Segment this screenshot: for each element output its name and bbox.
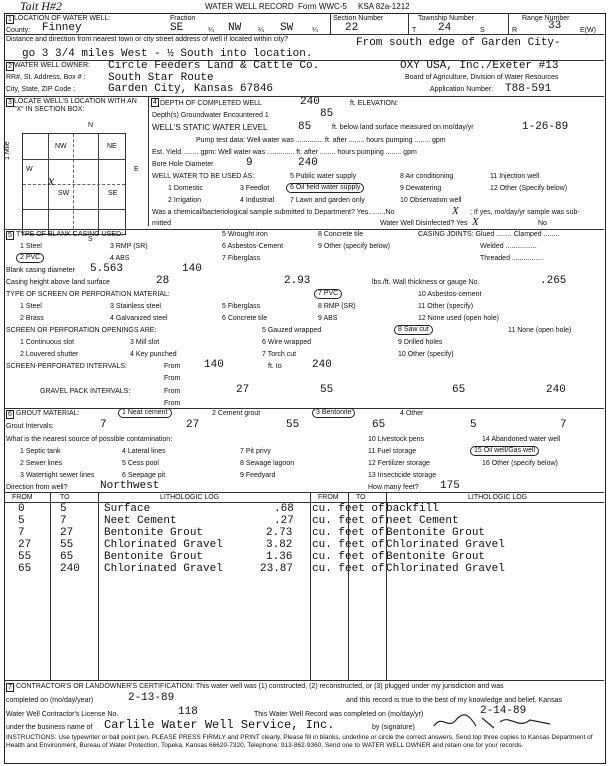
screen-4: 4 Galvanized steel [110,315,168,322]
contam-4: 4 Lateral lines [122,448,166,455]
perf-from-label-2: From [164,375,181,382]
gravel-1-from: 27 [236,384,250,396]
contam-3: 3 Watertight sewer lines [20,472,95,479]
contam-5: 5 Cess pool [122,460,159,467]
static-value: 85 [298,121,312,133]
log-desc: Neet Cement [104,515,177,527]
fraction-3: SW [280,22,294,34]
bore-value: 9 [246,157,253,169]
static-date: 1-26-89 [522,121,569,133]
grout-1-circled: 1 Neat cement [118,408,172,418]
log-desc: Chlorinated Gravel [104,563,223,575]
grout-label: GROUT MATERIAL: [16,410,80,417]
grout-3-from: 5 [470,419,477,431]
application-label: Application Number: [430,86,494,93]
location-label: LOCATION OF WATER WELL: [14,15,111,22]
groundwater-value: 85 [320,108,334,120]
contam-13: 13 Insecticide storage [368,472,437,479]
mile-label: 1 Mile [4,141,11,160]
casing-8: 8 Concrete tile [318,231,364,238]
casing-welded: Welded ................ [480,243,537,250]
section-7-number: 7 [8,684,12,691]
range-prefix: R [512,27,518,34]
completed-label: completed on (mo/day/year) [6,697,94,704]
fraction-label: Fraction [170,15,196,22]
application-value: T88-591 [505,83,552,95]
casing-7: 7 Fiberglass [222,255,261,262]
bore-to: 240 [298,157,318,169]
screen-1: 1 Steel [20,303,42,310]
use-4: 4 Industrial [240,197,275,204]
log-desc-2: neet Cement [386,515,459,527]
log-desc: Bentonite Grout [104,527,204,539]
section-number: 22 [345,22,359,34]
signature-label: by (signature) [372,724,415,731]
township-value: 24 [438,22,452,34]
direction-label: Distance and direction from nearest town or city street address of well if located within city? [6,36,289,43]
open-8-circled: 8 Saw cut [394,325,433,335]
instructions: INSTRUCTIONS: Use typewriter or ball point pen. PLEASE PRESS FIRMLY and PRINT clearly. Please fill in blanks, underline or circle the correct answers. Send top three copies to Kansas Department of Health and Environment, Bureau of Water Protection, Topeka, Kansas 66620-7320, Telephone: 913-862-9360. Send one to WATER WELL OWNER and retain one for your records. [6,734,593,749]
true-text: and this record is true to the best of my knowledge and belief. Kansas [346,697,562,704]
screen-7-circled: 7 PVC [314,289,342,299]
contam-10: 10 Livestock pens [368,436,425,443]
direction-from-well: Northwest [100,480,160,492]
open-7: 7 Torch cut [262,351,297,358]
bore-label: Bore Hole Diameter [152,161,214,168]
use-1: 1 Domestic [168,185,204,192]
log-row [4,503,604,515]
use-label: WELL WATER TO BE USED AS: [152,173,255,180]
bact-question-2: ; If yes, mo/day/yr sample was sub- [470,209,580,216]
log-volume: 23.87 [260,563,294,575]
log-row [4,515,604,527]
well-location-mark: x [48,174,55,189]
gravel-from-label: From [164,388,181,395]
use-3: 3 Feedlot [240,185,270,192]
log-unit: cu. feet of [312,539,385,551]
screen-3: 3 Stainless steel [110,303,161,310]
log-from-header-2: FROM [318,494,339,501]
perf-from: 140 [204,359,224,371]
grout-1-from: 7 [100,419,107,431]
log-from: 27 [18,539,32,551]
completed-date: 2-13-89 [128,692,175,704]
log-volume: 2.73 [266,527,293,539]
quarter-3: ¼ [312,27,318,34]
quarter-2: ¼ [258,27,264,34]
screen-9: 9 ABS [318,315,338,322]
grout-2: 2 Cement grout [212,410,261,417]
grout-3-to: 7 [560,419,567,431]
perf-label: SCREEN-PERFORATED INTERVALS: [6,363,127,370]
diameter-label: Blank casing diameter [6,267,75,274]
range-value: 33 [548,20,562,32]
contam-9: 9 Feedyard [240,472,276,479]
contam-14: 14 Abandoned water well [482,436,561,443]
form-title: WATER WELL RECORD [205,2,294,11]
business-label: under the business name of [6,724,93,731]
open-9: 9 Drilled holes [398,339,443,346]
section-6-number: 6 [8,411,12,418]
log-to: 5 [60,503,67,515]
log-row [4,551,604,563]
contam-1: 1 Septic tank [20,448,61,455]
casing-threaded: Threaded ................ [480,255,544,262]
board-text: Board of Agriculture, Division of Water Resources [405,74,559,81]
contam-6: 6 Seepage pit [122,472,166,479]
gravel-2-to: 240 [546,384,566,396]
casing-joints: CASING JOINTS: Glued ........ Clamped ........ [418,231,560,238]
range-ew: E(W) [580,27,596,34]
contam-7: 7 Pit privy [240,448,271,455]
log-volume: 1.36 [266,551,293,563]
screen-12: 12 None used (open hole) [418,315,499,322]
certification-text: CONTRACTOR'S OR LANDOWNER'S CERTIFICATION: This water well was (1) constructed, (2) reconstructed, or (3) plugged under my jurisdiction and was [16,683,504,690]
casing-1: 1 Steel [20,243,42,250]
direction-from-well-label: Direction from well? [6,484,68,491]
screen-11: 11 Other (specify) [418,303,474,310]
log-to: 240 [60,563,80,575]
bact-x: X [452,205,459,217]
use-8: 8 Air conditioning [400,173,454,180]
thickness-value: .265 [540,275,567,287]
record-completed-date: 2-14-89 [480,705,527,717]
grid-se: SE [108,190,118,197]
log-desc: Bentonite Grout [104,551,204,563]
elevation-label: ft. ELEVATION: [350,100,398,107]
log-to: 27 [60,527,74,539]
static-rest: ft. below land surface measured on mo/day/yr [332,124,474,131]
casing-5: 5 Wrought iron [222,231,268,238]
perf-from-label: From [164,363,181,370]
grid-ne: NE [107,143,117,150]
log-from: 7 [18,527,25,539]
perf-to: 240 [312,359,332,371]
screen-6: 6 Concrete tile [222,315,268,322]
log-unit: cu. feet of [312,551,385,563]
address-value: South Star Route [108,72,214,84]
log-row [4,563,604,575]
depth-label: DEPTH OF COMPLETED WELL [160,100,262,107]
range-label: Range Number [522,15,570,22]
casing-9: 9 Other (specify below) [318,243,390,250]
township-prefix: T [412,27,417,34]
use-9: 9 Dewatering [400,185,442,192]
owner-label: WATER WELL OWNER: [14,62,90,69]
open-6: 6 Wire wrapped [262,339,312,346]
contam-15-circled: 15 Oil well/Gas well [470,446,539,456]
pump-test: Pump test data: Well water was .............. ft. after ........ hours pumping ........ gpm [196,137,446,144]
open-1: 1 Continuous slot [20,339,75,346]
section-number-label: Section Number [333,15,384,22]
owner-value: Circle Feeders Land & Cattle Co. [108,60,320,72]
direction-line-1: From south edge of Garden City- [356,37,561,49]
gravel-2-from: 65 [452,384,466,396]
est-yield: Est. Yield ........ gpm: Well water was .............. ft. after ........ hours pumping ........ gpm [152,149,417,156]
weight-value: 2.93 [284,275,311,287]
static-label: WELL'S STATIC WATER LEVEL [152,123,268,132]
grout-1-to: 27 [186,419,200,431]
log-to: 7 [60,515,67,527]
use-7: 7 Lawn and garden only [290,197,365,204]
section-4-number: 4 [153,99,157,106]
use-5: 5 Public water supply [290,173,357,180]
section-2-number: 2 [8,63,12,70]
contam-16: 16 Other (specify below) [482,460,558,467]
business-name: Carlile Water Well Service, Inc. [104,718,335,732]
grid-south: S [88,236,93,243]
height-label: Casing height above land surface [6,279,110,286]
grid-west: W [26,166,33,173]
contam-2: 2 Sewer lines [20,460,63,467]
how-many-feet: 175 [440,480,460,492]
ksa-number: KSA 82a-1212 [358,2,410,11]
quarter-1: ¼ [208,27,214,34]
address-label: RR#, St. Address, Box # : [6,74,86,81]
log-volume: 3.82 [266,539,293,551]
screen-10: 10 Asbestos-cement [418,291,482,298]
contam-12: 12 Fertilizer storage [368,460,430,467]
open-3: 3 Mill slot [130,339,160,346]
screen-2: 2 Brass [20,315,44,322]
depth-value: 240 [300,96,320,108]
gravel-label: GRAVEL PACK INTERVALS: [40,388,131,395]
log-from-header: FROM [12,494,33,501]
fraction-2: NW [228,22,242,34]
log-desc-2: Bentonite Grout [386,551,486,563]
exeter-value: OXY USA, Inc./Exeter #13 [400,60,559,72]
log-to: 65 [60,551,74,563]
use-11: 11 Injection well [490,173,540,180]
log-desc-2: backfill [386,503,439,515]
casing-4: 4 ABS [110,255,130,262]
thickness-label: lbs./ft. Wall thickness or gauge No. [372,279,480,286]
county-label: County: [6,27,31,34]
grout-2-from: 55 [286,419,300,431]
disinfected-label: Water Well Disinfected? Yes [380,220,468,227]
log-unit: cu. feet of [312,515,385,527]
use-6-circled: 6 Oil field water supply [286,183,364,193]
city-value: Garden City, Kansas 67846 [108,83,274,95]
openings-label: SCREEN OR PERFORATION OPENINGS ARE: [6,327,157,334]
casing-2-circled: 2 PVC [16,253,44,263]
log-litho-header: LITHOLOGIC LOG [160,494,220,501]
township-suffix: S [480,27,485,34]
mitted: mitted [152,220,172,227]
grout-2-to: 65 [372,419,386,431]
log-desc-2: Chlorinated Gravel [386,539,505,551]
open-4: 4 Key punched [130,351,177,358]
section-3-number: 3 [8,99,12,106]
use-12: 12 Other (Specify below) [490,185,568,192]
grout-intervals-label: Grout Intervals: [6,423,54,430]
section-1-number: 1 [8,16,12,23]
log-volume: .27 [274,515,294,527]
log-from: 65 [18,563,32,575]
disinfected-x: X [472,216,479,228]
grid-sw: SW [58,190,70,197]
contamination-label: What is the nearest source of possible contamination: [6,436,173,443]
log-unit: cu. feet of [312,503,385,515]
log-to: 55 [60,539,74,551]
grout-3-circled: 3 Bentonite [312,408,355,418]
license-label: Water Well Contractor's License No. [6,711,119,718]
casing-label: TYPE OF BLANK CASING USED: [16,231,123,238]
grout-4: 4 Other [400,410,424,417]
form-number: Form WWC-5 [298,2,347,11]
screen-8: 8 RMP (SR) [318,303,356,310]
screen-label: TYPE OF SCREEN OR PERFORATION MATERIAL: [6,291,170,298]
open-2: 2 Louvered shutter [20,351,79,358]
groundwater-label: Depth(s) Groundwater Encountered 1 [152,112,269,119]
license-number: 118 [178,706,198,718]
disinfected-no: No [538,220,547,227]
direction-line-2: go 3 3/4 miles West - ½ South into location. [22,48,313,60]
gravel-from-label-2: From [164,400,181,407]
open-10: 10 Other (specify) [398,351,454,358]
grid-nw: NW [55,143,67,150]
use-2: 2 Irrigation [168,197,202,204]
open-11: 11 None (open hole) [508,327,572,334]
casing-6: 6 Asbestos-Cement [222,243,284,250]
city-label: City, State, ZIP Code : [6,86,75,93]
log-from: 55 [18,551,32,563]
log-desc-2: Bentonite Grout [386,527,486,539]
log-litho-header-2: LITHOLOGIC LOG [468,494,528,501]
open-5: 5 Gauzed wrapped [262,327,322,334]
casing-3: 3 RMP (SR) [110,243,148,250]
township-label: Township Number [418,15,475,22]
log-desc-2: Chlorinated Gravel [386,563,505,575]
signature-scribble [430,712,560,732]
log-to-header: TO [60,494,70,501]
county-value: Finney [42,22,82,34]
log-desc: Surface [104,503,151,515]
log-unit: cu. feet of [312,527,385,539]
log-volume: .68 [274,503,294,515]
fraction-1: SE [170,22,184,34]
gravel-1-to: 55 [320,384,334,396]
contam-8: 8 Sewage lagoon [240,460,295,467]
log-row [4,539,604,551]
record-completed-label: This Water Well Record was completed on (mo/day/yr) [254,711,424,718]
bact-question: Was a chemical/bacteriological sample submitted to Department? Yes.........No [152,209,395,216]
diameter-value: 5.563 [90,263,124,275]
log-unit: cu. feet of [312,563,385,575]
log-from: 5 [18,515,25,527]
log-desc: Chlorinated Gravel [104,539,223,551]
height-value: 28 [156,275,170,287]
handwritten-title: Tait H#2 [20,0,62,13]
grid-north: N [88,122,94,129]
log-from: 0 [18,503,25,515]
log-to-header-2: TO [356,494,366,501]
locate-label: LOCATE WELL'S LOCATION WITH AN "X" IN SECTION BOX: [14,98,137,113]
grid-east: E [134,166,139,173]
diameter-to: 140 [182,263,202,275]
how-many-feet-label: How many feet? [368,484,419,491]
log-row [4,527,604,539]
contam-11: 11 Fuel storage [368,448,417,455]
use-10: 10 Observation well [400,197,462,204]
section-5-number: 5 [8,232,12,239]
perf-to-label: ft. to [268,363,282,370]
screen-5: 5 Fiberglass [222,303,261,310]
